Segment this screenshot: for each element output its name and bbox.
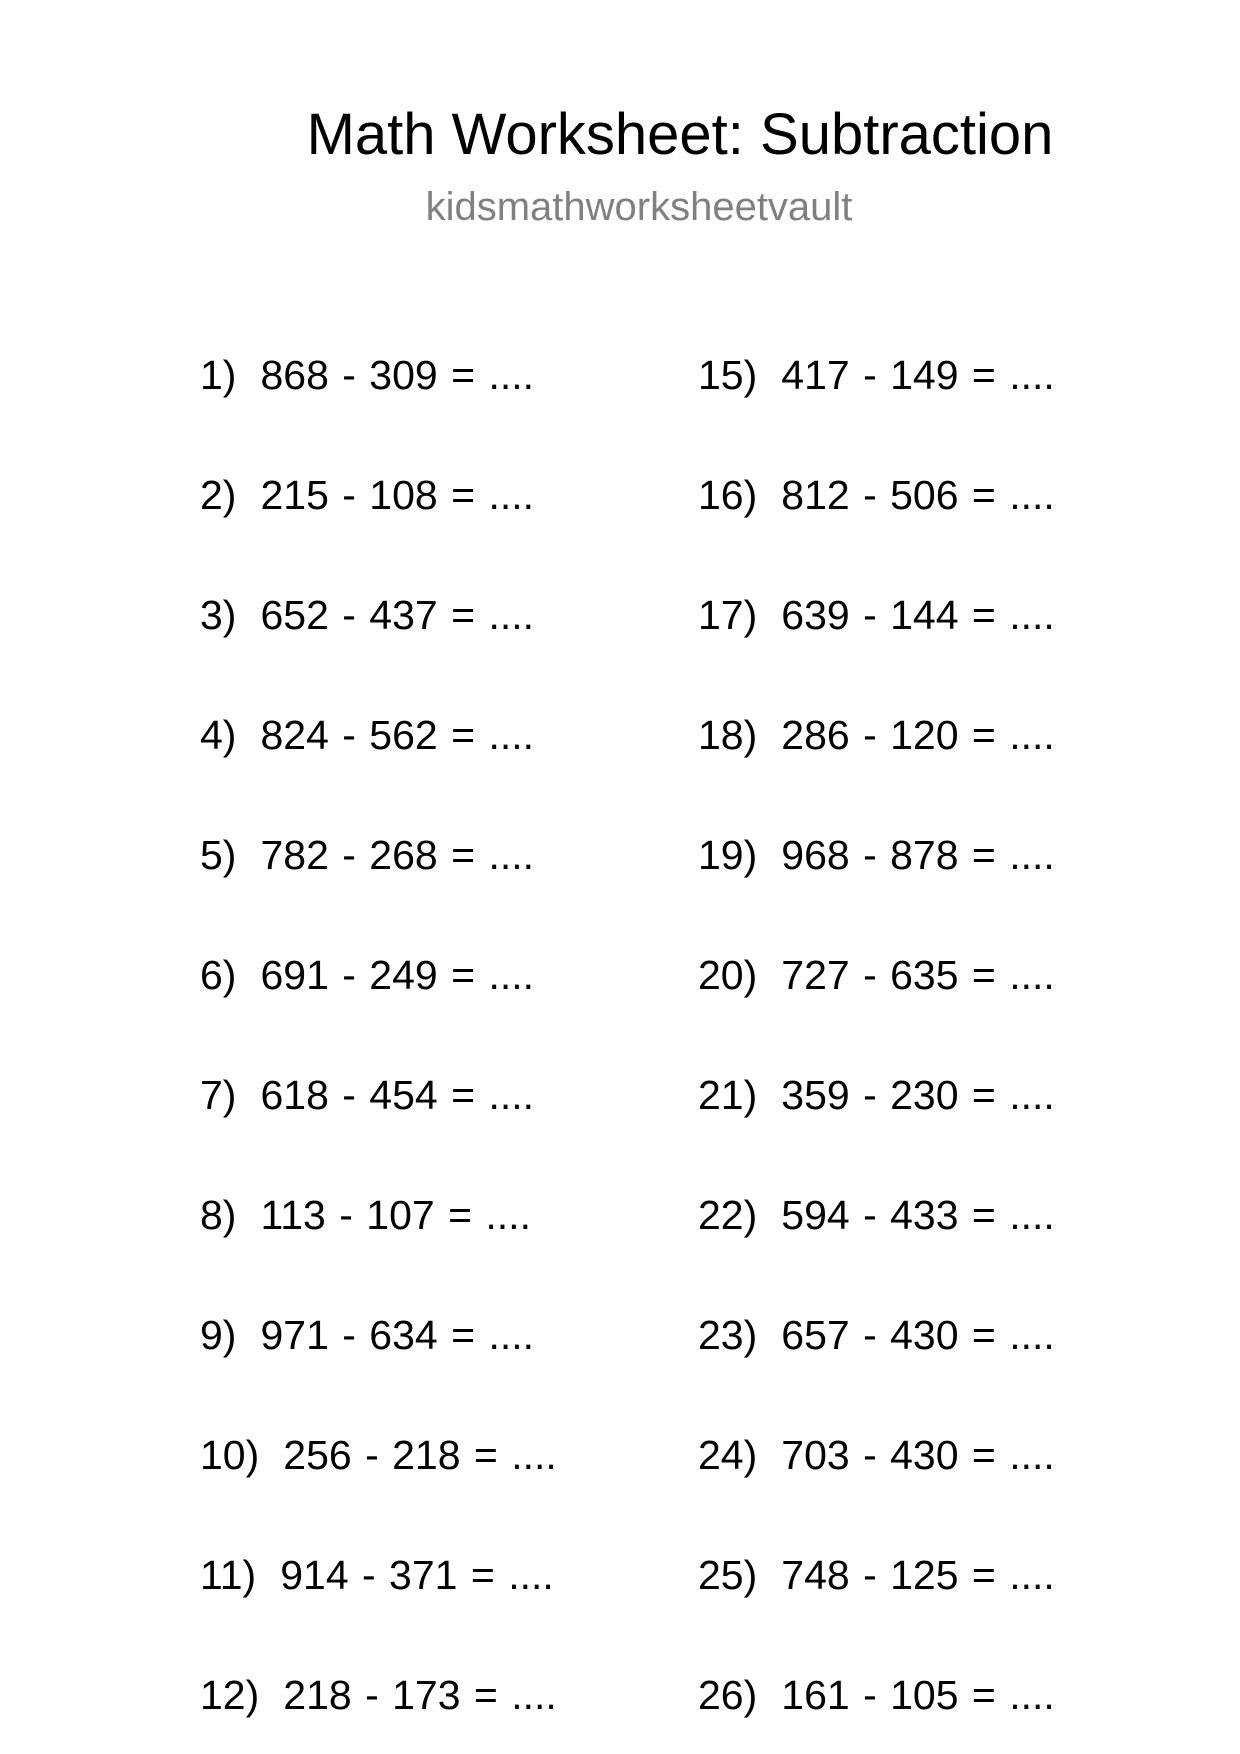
worksheet-source: kidsmathworksheetvault [425,185,853,229]
problem-item [200,1310,534,1360]
problem-expression: 113 - 107 = .... [260,1192,531,1238]
problem-number: 16) [698,472,758,518]
problem-item [200,470,534,520]
problem-item [200,350,534,400]
problem-number: 26) [698,1672,758,1718]
problem-item [698,1070,1055,1120]
problem-expression: 914 - 371 = .... [280,1552,554,1598]
problem-number: 12) [200,1672,260,1718]
problem-expression: 286 - 120 = .... [781,712,1055,758]
problem-number: 18) [698,712,758,758]
problem-item [698,1670,1055,1720]
problem-number: 21) [698,1072,758,1118]
problem-item [200,1190,531,1240]
problem-number: 2) [200,472,237,518]
problem-item [200,1070,534,1120]
problem-expression: 824 - 562 = .... [260,712,535,758]
problem-item [200,1550,554,1600]
problem-item [698,1190,1055,1240]
problem-number: 25) [698,1552,758,1598]
problem-number: 23) [698,1312,758,1358]
problem-item [200,950,534,1000]
problem-number: 6) [200,952,237,998]
problem-item [200,1430,557,1480]
problem-expression: 218 - 173 = .... [283,1672,557,1718]
problem-expression: 748 - 125 = .... [781,1552,1055,1598]
problem-item [698,1430,1055,1480]
problem-number: 3) [200,592,237,638]
worksheet-title: Math Worksheet: Subtraction [306,102,1054,167]
problem-item [200,1670,557,1720]
problem-item [698,470,1055,520]
problem-expression: 161 - 105 = .... [781,1672,1055,1718]
problem-number: 15) [698,352,758,398]
problem-expression: 968 - 878 = .... [781,832,1055,878]
problem-item [200,590,534,640]
problem-expression: 812 - 506 = .... [781,472,1055,518]
problem-expression: 215 - 108 = .... [260,472,535,518]
problem-expression: 256 - 218 = .... [283,1432,557,1478]
problem-expression: 417 - 149 = .... [781,352,1055,398]
problem-number: 4) [200,712,237,758]
problem-number: 8) [200,1192,237,1238]
problem-item [698,1310,1055,1360]
problem-number: 9) [200,1312,237,1358]
problem-number: 1) [200,352,237,398]
problem-expression: 782 - 268 = .... [260,832,535,878]
problem-number: 20) [698,952,758,998]
problem-expression: 727 - 635 = .... [781,952,1055,998]
problem-number: 11) [200,1552,257,1598]
problem-number: 5) [200,832,237,878]
problem-item [698,830,1055,880]
problem-expression: 657 - 430 = .... [781,1312,1055,1358]
problem-expression: 868 - 309 = .... [260,352,535,398]
problem-number: 19) [698,832,758,878]
problem-number: 22) [698,1192,758,1238]
problem-expression: 971 - 634 = .... [260,1312,535,1358]
problem-expression: 594 - 433 = .... [781,1192,1055,1238]
problem-number: 7) [200,1072,237,1118]
problem-item [698,710,1055,760]
problem-number: 17) [698,592,758,638]
problem-expression: 691 - 249 = .... [260,952,535,998]
problem-item [698,350,1055,400]
problem-expression: 618 - 454 = .... [260,1072,535,1118]
problem-item [698,950,1055,1000]
problem-number: 10) [200,1432,260,1478]
problem-number: 24) [698,1432,758,1478]
problem-item [698,590,1055,640]
problem-expression: 703 - 430 = .... [781,1432,1055,1478]
problem-item [200,710,534,760]
problem-expression: 359 - 230 = .... [781,1072,1055,1118]
problem-item [698,1550,1055,1600]
problem-expression: 639 - 144 = .... [781,592,1055,638]
problem-expression: 652 - 437 = .... [260,592,535,638]
problem-item [200,830,534,880]
